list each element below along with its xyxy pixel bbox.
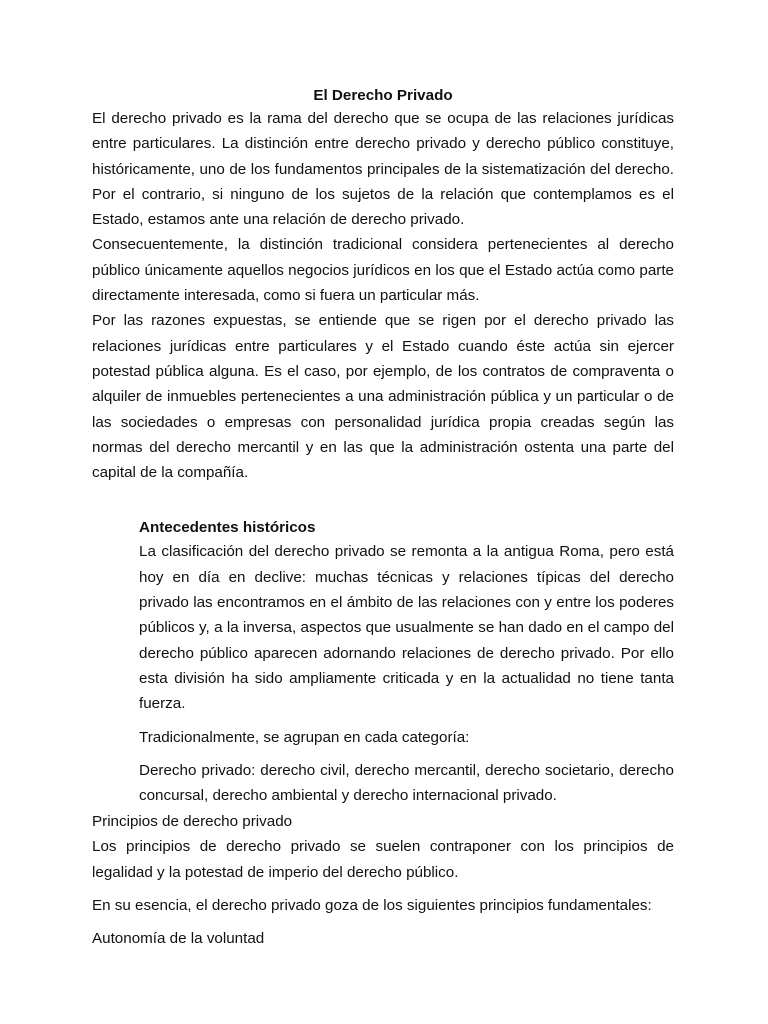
principios-paragraph: Los principios de derecho privado se suelen contraponer con los principios de legalidad y la potestad de imperio del derecho público. [92,838,674,881]
categorias-intro: Tradicionalmente, se agrupan en cada categoría: [139,728,470,746]
esencia-paragraph: En su esencia, el derecho privado goza de los siguientes principios fundamentales: [92,897,652,915]
antecedentes-paragraph: La clasificación del derecho privado se remonta a la antigua Roma, pero está hoy en día en declive: muchas técnicas y relaciones típicas del derecho privado las encontramos en el ámbito de las relaciones con y entre los poderes públicos y, a la inversa, aspectos que usualmente se han dado en el campo del derecho público aparecen adornando relaciones de derecho privado. Por ello esta división ha sido ampliamente criticada y en la actualidad no tiene tanta fuerza. [139,543,674,713]
first-principle: Autonomía de la voluntad [92,930,265,948]
derecho-privado-list: Derecho privado: derecho civil, derecho mercantil, derecho societario, derecho concursal, derecho ambiental y derecho internacional privado. [139,761,674,805]
document-title: El Derecho Privado [313,87,453,104]
document-page [92,86,674,952]
antecedentes-section [139,517,674,808]
intro-paragraph-1: El derecho privado es la rama del derecho que se ocupa de las relaciones jurídicas entre particulares. La distinción entre derecho privado y derecho público constituye, históricamente, uno de los fundamentos principales de la sistematización del derecho. Por el contrario, si ninguno de los sujetos de la relación que contemplamos es el Estado, estamos ante una relación de derecho privado. [92,110,674,229]
intro-paragraph-3: Por las razones expuestas, se entiende que se rigen por el derecho privado las relaciones jurídicas entre particulares y el Estado cuando éste actúa sin ejercer potestad pública alguna. Es el caso, por ejemplo, de los contratos de compraventa o alquiler de inmuebles pertenecientes a una administración pública y un particular o de las sociedades o empresas con personalidad jurídica propia creadas según las normas del derecho mercantil y en las que la administración ostenta una parte del capital de la compañía. [92,312,674,482]
intro-paragraph-2: Consecuentemente, la distinción tradicional considera pertenecientes al derecho público únicamente aquellos negocios jurídicos en los que el Estado actúa como parte directamente interesada, como si fuera un particular más. [92,236,674,305]
principios-heading: Principios de derecho privado [92,813,293,831]
antecedentes-heading: Antecedentes históricos [139,519,316,537]
